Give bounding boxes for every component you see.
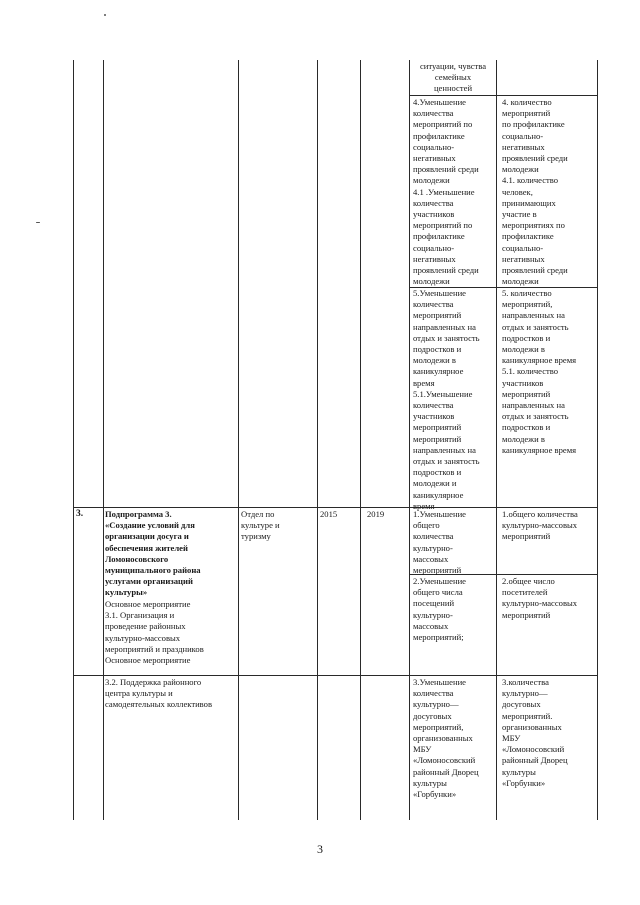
activity-3-2: 3.2. Поддержка районного центра культуры и самодеятельных коллективов xyxy=(105,677,213,710)
indicator-cell-3: 3.Уменьшение количества культурно— досуговых мероприятий, организованных МБУ «Ломоносовский районный Дворец культуры «Горбунки» xyxy=(413,677,479,800)
indicator-cell-continued: ситуации, чувства семейных ценностей xyxy=(419,61,487,94)
subprogram-title: Подпрограмма 3. «Создание условий для организации досуга и обеспечения жителей Ломоносовского муниципального района услугами организаций культуры» xyxy=(105,509,201,598)
unit-cell-1: 1.общего количества культурно-массовых мероприятий xyxy=(502,509,578,542)
table-column-divider xyxy=(317,60,318,820)
unit-cell-5: 5. количество мероприятий, направленных на отдых и занятость подростков и молодежи в каникулярное время 5.1. количество участников мероприятий направленных на отдых и занятость подростков и молодежи в каникулярное время xyxy=(502,288,577,455)
table-column-divider xyxy=(103,60,104,820)
row-divider xyxy=(73,507,598,508)
year-start-cell: 2015 xyxy=(320,509,338,519)
unit-cell-4: 4. количество мероприятий по профилактике социально- негативных проявлений среди молодежи 4.1. количество человек, принимающих участие в мероприятиях по профилактике социально- негативных проявлений среди молодежи xyxy=(502,97,568,287)
page-number: 3 xyxy=(317,842,323,856)
indicator-cell-2: 2.Уменьшение общего числа посещений культурно- массовых мероприятий; xyxy=(413,576,466,643)
table-column-divider xyxy=(409,60,410,820)
scan-speck xyxy=(36,222,40,223)
year-end-cell: 2019 xyxy=(367,509,385,519)
table-column-divider xyxy=(238,60,239,820)
row-divider xyxy=(73,675,598,676)
executor-cell: Отдел по культуре и туризму xyxy=(241,509,280,542)
subprogram-activities: Основное мероприятие 3.1. Организация и проведение районных культурно-массовых мероприятий и праздников Основное мероприятие xyxy=(105,599,204,666)
indicator-cell-1: 1.Уменьшение общего количества культурно- массовых мероприятий xyxy=(413,509,466,576)
row-number: 3. xyxy=(76,509,84,519)
table-column-divider xyxy=(360,60,361,820)
unit-cell-3: 3.количества культурно— досуговых мероприятий. организованных МБУ «Ломоносовский районный Дворец культуры «Горбунки» xyxy=(502,677,568,788)
row-divider xyxy=(409,95,598,96)
indicator-cell-5: 5.Уменьшение количества мероприятий направленных на отдых и занятость подростков и молодежи в каникулярное время 5.1.Уменьшение количества участников мероприятий мероприятий направленных на отдых и занятость подростков и молодежи и каникулярное время xyxy=(413,288,480,511)
scan-speck xyxy=(104,14,106,16)
indicator-cell-4: 4.Уменьшение количества мероприятий по профилактике социально- негативных проявлений среди молодежи 4.1 .Уменьшение количества участников мероприятий по профилактике социально- негативных проявлений среди молодежи xyxy=(413,97,479,287)
table-border-right xyxy=(597,60,598,820)
table-border-left xyxy=(73,60,74,820)
unit-cell-2: 2.общее число посетителей культурно-массовых мероприятий xyxy=(502,576,578,620)
